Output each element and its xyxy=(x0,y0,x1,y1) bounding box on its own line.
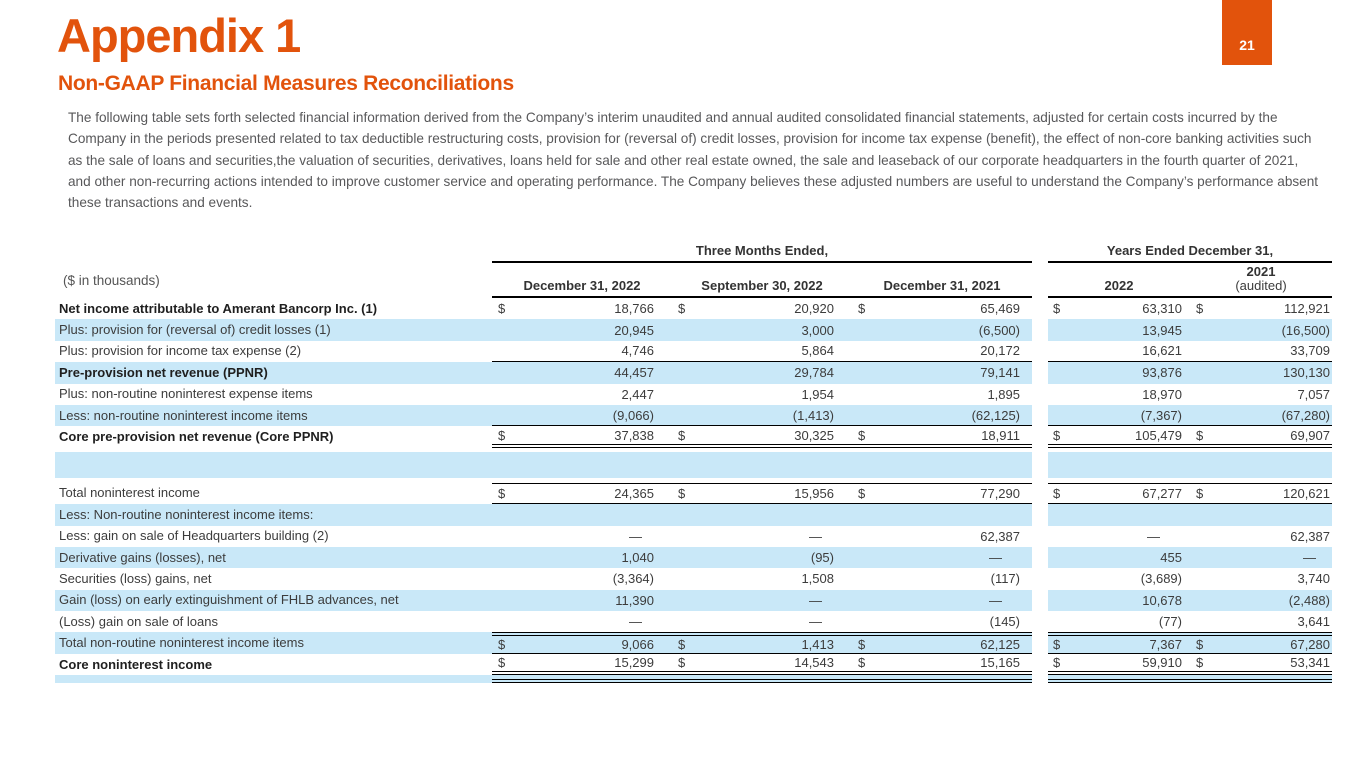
row-value-cell: $ 37,838 xyxy=(492,426,672,447)
row-value-cell: 4,746 xyxy=(492,341,672,362)
row-value-cell xyxy=(672,504,852,525)
row-value-cell: 3,000 xyxy=(672,319,852,340)
table-row xyxy=(55,319,1332,340)
row-value-cell: $ 24,365 xyxy=(492,483,672,504)
row-value-cell: (7,367) xyxy=(1048,405,1190,426)
row-value-cell: $ 59,910 xyxy=(1048,654,1190,675)
row-value-cell: 1,954 xyxy=(801,386,834,402)
table-row xyxy=(55,298,1332,319)
row-value-cell: $ 15,956 xyxy=(672,483,852,504)
group-gap xyxy=(1032,547,1048,568)
row-label: Derivative gains (losses), net xyxy=(55,547,492,568)
row-value-cell: 1,040 xyxy=(492,547,672,568)
row-label: Gain (loss) on early extinguishment of FHLB advances, net xyxy=(55,590,492,611)
group-header-three-months: Three Months Ended, xyxy=(492,243,1032,263)
group-gap xyxy=(1032,504,1048,525)
row-label: Total non-routine noninterest income items xyxy=(55,632,492,653)
row-value-cell: $ 63,310 xyxy=(1053,301,1182,317)
group-gap xyxy=(1032,341,1048,362)
group-gap xyxy=(1032,611,1048,632)
row-value-cell: (3,364) xyxy=(612,571,654,587)
row-value-cell xyxy=(852,452,1032,478)
group-gap xyxy=(1032,632,1048,653)
row-value-cell: (117) xyxy=(990,571,1020,587)
row-label: Pre-provision net revenue (PPNR) xyxy=(55,362,492,383)
row-value-cell: $ 67,277 xyxy=(1048,483,1190,504)
row-value-cell: 29,784 xyxy=(672,362,852,383)
row-value-cell: (16,500) xyxy=(1190,319,1332,340)
row-label: Plus: provision for (reversal of) credit losses (1) xyxy=(55,319,492,340)
table-row xyxy=(55,675,1332,683)
row-label: Core noninterest income xyxy=(59,656,213,672)
table-row xyxy=(55,654,1332,675)
group-gap xyxy=(1032,654,1048,675)
row-value-cell: — xyxy=(1190,547,1332,568)
row-value-cell: 62,387 xyxy=(1290,528,1330,544)
table-row xyxy=(55,426,1332,447)
row-value-cell: — xyxy=(629,614,642,630)
group-gap xyxy=(1032,362,1048,383)
table-row xyxy=(55,452,1332,478)
row-value-cell xyxy=(672,675,852,683)
row-value-cell: 33,709 xyxy=(1190,341,1332,362)
row-value-cell xyxy=(1048,452,1190,478)
row-value-cell: $ 53,341 xyxy=(1190,654,1332,675)
table-row xyxy=(55,632,1332,653)
column-header: December 31, 2021 xyxy=(883,278,1001,293)
row-value-cell: (2,488) xyxy=(1190,590,1332,611)
group-gap xyxy=(1032,590,1048,611)
row-value-cell xyxy=(852,675,1032,683)
row-value-cell: $ 15,299 xyxy=(492,654,672,675)
column-header: 2021 (audited) xyxy=(1235,264,1287,293)
table-row xyxy=(55,362,1332,383)
row-value-cell xyxy=(492,452,672,478)
row-value-cell: $ 30,325 xyxy=(672,426,852,447)
row-value-cell: — xyxy=(809,614,822,630)
row-value-cell: 18,970 xyxy=(1142,386,1182,402)
group-gap xyxy=(1032,384,1048,405)
row-label: Plus: non-routine noninterest expense items xyxy=(59,386,313,402)
row-value-cell xyxy=(1190,504,1332,525)
row-value-cell: 62,387 xyxy=(980,528,1020,544)
intro-paragraph: The following table sets forth selected financial information derived from the Company’s interim unaudited and annual audited consolidated financial statements, adjusted for certain costs incurred by the Company in the periods presented related to tax deductible restructuring costs, provision for (reversal of) credit losses, provision for income tax expense (benefit), the effect of non-core banking activities such as the sale of loans and securities,the valuation of securities, derivatives, loans held for sale and other real estate owned, the sale and leaseback of our corporate headquarters in the fourth quarter of 2021, and other non-recurring actions intended to improve customer service and operating performance. The Company believes these adjusted numbers are useful to understand the Company’s performance absent these transactions and events. xyxy=(68,110,1319,211)
row-value-cell: 1,508 xyxy=(801,571,834,587)
row-value-cell: (9,066) xyxy=(492,405,672,426)
row-value-cell: — xyxy=(852,590,1032,611)
group-gap xyxy=(1032,405,1048,426)
row-value-cell: 5,864 xyxy=(672,341,852,362)
table-row xyxy=(55,590,1332,611)
row-label: Less: non-routine noninterest income items xyxy=(55,405,492,426)
row-value-cell: 130,130 xyxy=(1190,362,1332,383)
table-row xyxy=(55,547,1332,568)
table-row xyxy=(55,405,1332,426)
row-value-cell xyxy=(1048,675,1190,683)
row-value-cell: (67,280) xyxy=(1190,405,1332,426)
row-value-cell: $ 7,367 xyxy=(1048,632,1190,653)
page-subtitle: Non-GAAP Financial Measures Reconciliations xyxy=(58,72,514,95)
row-value-cell xyxy=(1190,452,1332,478)
group-gap xyxy=(1032,319,1048,340)
row-label xyxy=(55,675,492,683)
table-row xyxy=(55,568,1332,589)
row-value-cell: 3,641 xyxy=(1297,614,1330,630)
page-title: Appendix 1 xyxy=(57,9,301,62)
row-value-cell: $ 9,066 xyxy=(492,632,672,653)
group-gap xyxy=(1032,298,1048,319)
row-label: Less: gain on sale of Headquarters building (2) xyxy=(59,528,329,544)
table-row xyxy=(55,611,1332,632)
row-value-cell: (95) xyxy=(672,547,852,568)
table-group-header-row xyxy=(55,243,1332,263)
row-value-cell: (77) xyxy=(1158,614,1182,630)
row-value-cell: 16,621 xyxy=(1048,341,1190,362)
row-value-cell: (62,125) xyxy=(852,405,1032,426)
row-value-cell: 20,172 xyxy=(852,341,1032,362)
page-number-badge: 21 xyxy=(1222,0,1272,65)
row-value-cell xyxy=(492,675,672,683)
row-value-cell: $ 112,921 xyxy=(1196,301,1330,317)
table-row xyxy=(55,384,1332,405)
row-label: Total noninterest income xyxy=(59,485,200,501)
row-value-cell: 20,945 xyxy=(492,319,672,340)
table-row xyxy=(55,341,1332,362)
group-gap xyxy=(1032,568,1048,589)
row-value-cell: (3,689) xyxy=(1140,571,1182,587)
row-value-cell: (6,500) xyxy=(852,319,1032,340)
row-label: (Loss) gain on sale of loans xyxy=(59,613,218,629)
row-value-cell: — xyxy=(852,547,1032,568)
group-header-years-ended: Years Ended December 31, xyxy=(1048,243,1332,263)
row-value-cell: $ 77,290 xyxy=(852,483,1032,504)
row-label: Net income attributable to Amerant Bancorp Inc. (1) xyxy=(59,300,378,316)
table-body xyxy=(55,298,1332,683)
row-label: Plus: provision for income tax expense (2) xyxy=(59,343,302,359)
row-value-cell: 455 xyxy=(1048,547,1190,568)
table-row xyxy=(55,504,1332,525)
row-value-cell: — xyxy=(629,528,642,544)
reconciliation-table xyxy=(55,243,1332,683)
row-value-cell xyxy=(492,504,672,525)
column-header: September 30, 2022 xyxy=(701,278,823,293)
row-value-cell: — xyxy=(809,528,822,544)
row-value-cell xyxy=(1048,504,1190,525)
table-row xyxy=(55,483,1332,504)
row-value-cell: $ 14,543 xyxy=(672,654,852,675)
row-value-cell: $ 120,621 xyxy=(1190,483,1332,504)
row-value-cell: 11,390 xyxy=(492,590,672,611)
row-value-cell: 44,457 xyxy=(492,362,672,383)
row-value-cell: 93,876 xyxy=(1048,362,1190,383)
row-label: Securities (loss) gains, net xyxy=(59,570,212,586)
column-header: December 31, 2022 xyxy=(523,278,641,293)
group-gap xyxy=(1032,675,1048,683)
row-value-cell: 2,447 xyxy=(621,386,654,402)
row-value-cell: 13,945 xyxy=(1048,319,1190,340)
row-value-cell: 7,057 xyxy=(1297,386,1330,402)
row-label xyxy=(55,452,492,478)
row-value-cell: $ 105,479 xyxy=(1048,426,1190,447)
group-gap xyxy=(1032,452,1048,478)
row-value-cell: — xyxy=(672,590,852,611)
row-label: Core pre-provision net revenue (Core PPNR) xyxy=(59,429,334,445)
row-value-cell: (1,413) xyxy=(672,405,852,426)
group-gap xyxy=(1032,526,1048,547)
table-row xyxy=(55,526,1332,547)
row-value-cell: (145) xyxy=(989,614,1020,630)
row-value-cell: $ 69,907 xyxy=(1190,426,1332,447)
row-value-cell: $ 15,165 xyxy=(852,654,1032,675)
table-column-header-row xyxy=(55,263,1332,298)
row-value-cell: 1,895 xyxy=(987,386,1020,402)
row-value-cell: 10,678 xyxy=(1048,590,1190,611)
row-value-cell: $ 67,280 xyxy=(1190,632,1332,653)
row-value-cell: $ 62,125 xyxy=(852,632,1032,653)
row-value-cell: — xyxy=(1147,528,1160,544)
row-value-cell xyxy=(1190,675,1332,683)
row-value-cell xyxy=(672,452,852,478)
column-header: 2022 xyxy=(1104,278,1134,293)
row-label: Less: Non-routine noninterest income items: xyxy=(55,504,492,525)
units-label: ($ in thousands) xyxy=(63,273,160,288)
row-value-cell: 3,740 xyxy=(1297,571,1330,587)
row-value-cell xyxy=(852,504,1032,525)
row-value-cell: $ 20,920 xyxy=(678,301,834,317)
group-gap xyxy=(1032,426,1048,447)
row-value-cell: $ 18,766 xyxy=(498,301,654,317)
row-value-cell: $ 1,413 xyxy=(672,632,852,653)
row-value-cell: $ 65,469 xyxy=(858,301,1020,317)
row-value-cell: 79,141 xyxy=(852,362,1032,383)
group-gap xyxy=(1032,483,1048,504)
row-value-cell: $ 18,911 xyxy=(852,426,1032,447)
